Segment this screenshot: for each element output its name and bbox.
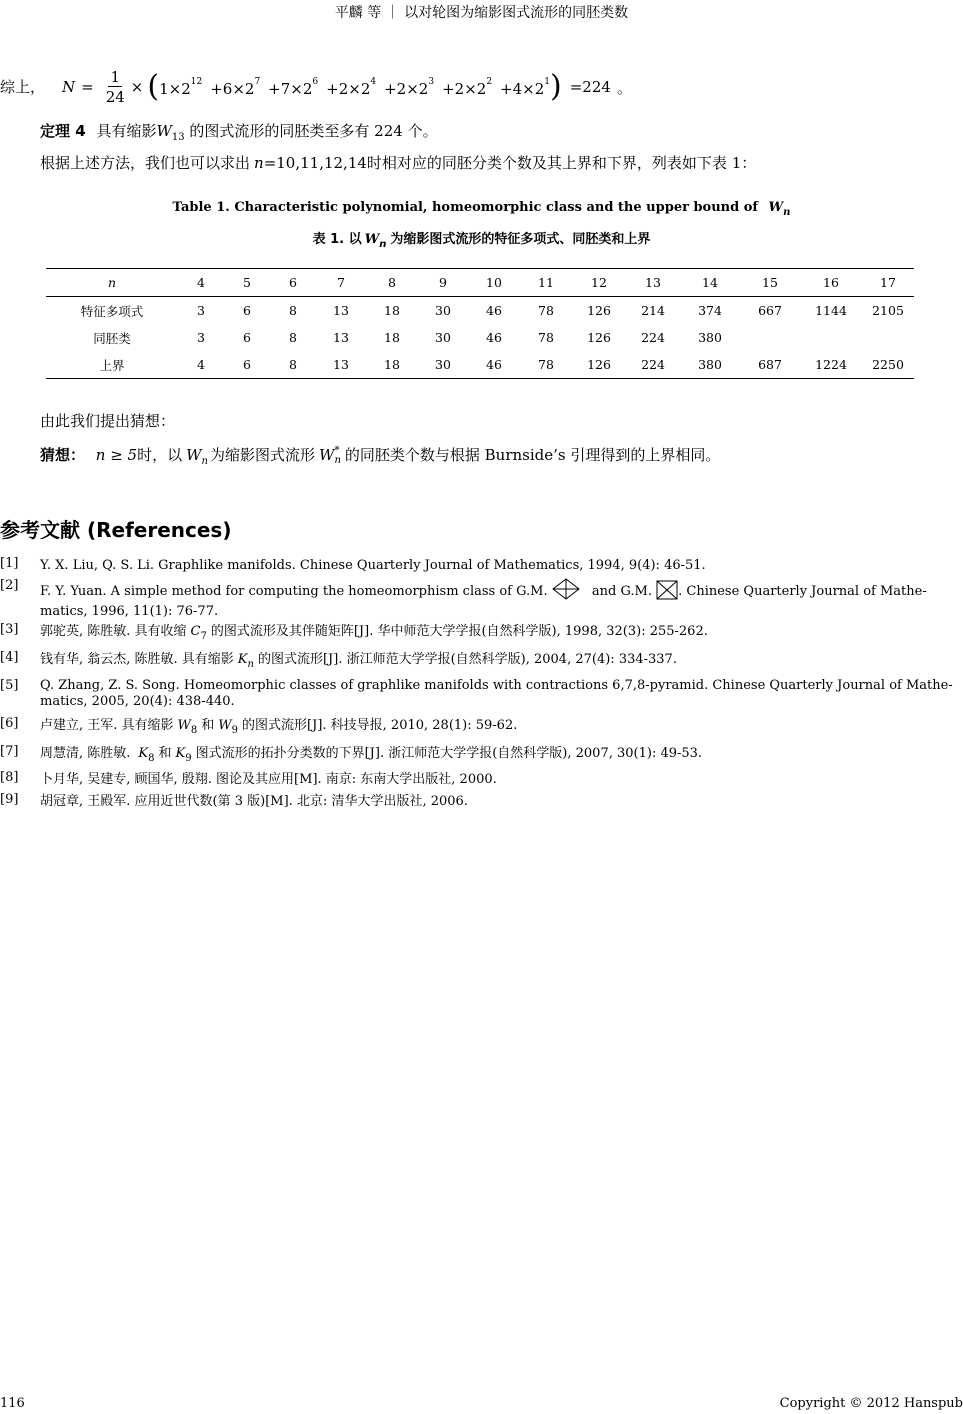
left-paren: ( xyxy=(147,69,160,104)
reference-number: [3] xyxy=(0,622,19,637)
data-table xyxy=(46,268,914,379)
reference-sub: n xyxy=(247,659,254,670)
table-header-cell: 11 xyxy=(520,269,572,297)
formula-term: $1\times 2^{12}$ xyxy=(159,76,203,98)
table-caption-zh xyxy=(0,228,963,250)
reference-text-a: 郭驼英, 陈胜敏. 具有收缩 xyxy=(40,624,187,639)
reference-C: C xyxy=(190,624,201,639)
table-cell: 18 xyxy=(366,351,418,379)
reference-number: [5] xyxy=(0,678,19,693)
caption-en-text: Table 1. Characteristic polynomial, homeomorphic class and the upper bound of xyxy=(172,200,759,215)
reference-text-d: matics, 1996, 11(1): 76-77. xyxy=(40,604,219,619)
table-row xyxy=(46,324,914,351)
table-cell: 4 xyxy=(178,351,224,379)
reference-sub: 9 xyxy=(231,725,239,736)
table-cell: 667 xyxy=(758,303,782,318)
copyright: Copyright © 2012 Hanspub xyxy=(779,1396,963,1411)
reference-text xyxy=(40,716,963,741)
caption-zh-post: 为缩影图式流形的特征多项式、同胚类和上界 xyxy=(390,232,651,247)
reference-number: [7] xyxy=(0,744,19,759)
reference-text-b: 的图式流形及其伴随矩阵[J]. 华中师范大学学报(自然科学版), 1998, 32(3): 255-262. xyxy=(210,624,708,639)
formula-expression xyxy=(62,62,632,112)
table-cell: 380 xyxy=(698,330,722,345)
reference-text xyxy=(40,622,963,647)
conjecture-label: 猜想： xyxy=(40,446,86,464)
table-header-cell: 16 xyxy=(800,269,862,297)
table-caption-en xyxy=(0,200,963,218)
theorem-text-post: 的图式流形的同胚类至多有 224 个。 xyxy=(189,122,438,140)
reference-number: [6] xyxy=(0,716,19,731)
table-header-cell: 7 xyxy=(316,269,366,297)
table-cell: 18 xyxy=(384,330,400,345)
table-cell: 1224 xyxy=(800,351,862,379)
table-header-cell: 9 xyxy=(418,269,468,297)
formula-times: × xyxy=(130,78,144,96)
reference-W: W xyxy=(218,718,232,733)
references-title-text: 参考文献 (References) xyxy=(0,518,232,542)
method-paragraph xyxy=(40,152,756,173)
table-cell: 380 xyxy=(680,351,740,379)
method-post: 时相对应的同胚分类个数及其上界和下界，列表如下表 1： xyxy=(366,154,757,172)
caption-en-sub: n xyxy=(783,207,791,218)
table-cell: 3 xyxy=(197,330,205,345)
table-cell: 18 xyxy=(384,303,400,318)
table-header-cell: 13 xyxy=(626,269,680,297)
table-cell: 126 xyxy=(587,303,611,318)
table-row xyxy=(46,351,914,379)
reference-text-a: F. Y. Yuan. A simple method for computing the homeomorphism class of G.M. xyxy=(40,584,548,599)
octahedron-graph-icon xyxy=(552,578,580,600)
reference-and: 和 xyxy=(201,718,215,733)
reference-text xyxy=(40,744,963,769)
references-title xyxy=(0,514,231,543)
formula-result: =224 xyxy=(569,78,611,96)
table-cell: 214 xyxy=(641,303,665,318)
conjecture-W-star: W xyxy=(319,446,335,464)
reference-W: W xyxy=(177,718,191,733)
reference-text xyxy=(40,650,963,675)
formula-term: $+2\times 2^2$ xyxy=(442,76,493,98)
reference-sub: 8 xyxy=(190,725,198,736)
table-header-cell: 4 xyxy=(178,269,224,297)
table-cell: 46 xyxy=(486,303,502,318)
reference-text-b: 图式流形的拓扑分类数的下界[J]. 浙江师范大学学报(自然科学版), 2007, 30(1): 49-53. xyxy=(195,746,703,761)
reference-text-a: 卢建立, 王军. 具有缩影 xyxy=(40,718,174,733)
table-cell: 6 xyxy=(224,351,270,379)
reference-number: [9] xyxy=(0,792,19,807)
page-number: 116 xyxy=(0,1396,25,1411)
formula-N: N xyxy=(62,78,76,96)
theorem-text-pre: 具有缩影 xyxy=(96,122,157,140)
reference-K: K xyxy=(138,746,149,761)
reference-sub: 8 xyxy=(148,753,155,764)
conjecture-text: 时，以 xyxy=(137,446,183,464)
reference-text-a: 钱有华, 翁云杰, 陈胜敏. 具有缩影 xyxy=(40,652,234,667)
table-cell: 13 xyxy=(316,351,366,379)
table-header-cell: 12 xyxy=(572,269,626,297)
formula-term: $+2\times 2^4$ xyxy=(326,76,377,98)
table-cell: 374 xyxy=(698,303,722,318)
table-cell: 特征多项式 xyxy=(80,303,144,319)
table-cell: 78 xyxy=(520,351,572,379)
formula-term: $+2\times 2^3$ xyxy=(384,76,435,98)
formula-term: $+4\times 2^1$ xyxy=(500,76,551,98)
reference-text xyxy=(40,678,963,710)
reference-text: 胡冠章, 王殿军. 应用近世代数(第 3 版)[M]. 北京: 清华大学出版社, 2006. xyxy=(40,794,468,809)
table-cell: 126 xyxy=(572,351,626,379)
table-cell: 30 xyxy=(435,303,451,318)
reference-text: Y. X. Liu, Q. S. Li. Graphlike manifolds. Chinese Quarterly Journal of Mathematics, 1994, 9(4): 46-51. xyxy=(40,558,706,573)
table-cell: 上界 xyxy=(46,351,178,379)
reference-and: 和 xyxy=(158,746,172,761)
table-cell: 687 xyxy=(740,351,800,379)
table-cell: 同胚类 xyxy=(93,330,131,346)
running-header: 平麟 等 ｜ 以对轮图为缩影图式流形的同胚类数 xyxy=(334,5,629,21)
conjecture-intro: 由此我们提出猜想： xyxy=(40,412,176,430)
formula-term: $+7\times 2^6$ xyxy=(268,76,319,98)
conjecture-text: 为缩影图式流形 xyxy=(210,446,316,464)
table-cell: 8 xyxy=(270,351,316,379)
reference-text-b: 的图式流形[J]. 科技导报, 2010, 28(1): 59-62. xyxy=(242,718,518,733)
table-cell: 126 xyxy=(587,330,611,345)
method-pre: 根据上述方法，我们也可以求出 xyxy=(40,154,251,172)
table-header-cell: 8 xyxy=(366,269,418,297)
table-cell: 8 xyxy=(289,303,297,318)
table-cell: 13 xyxy=(333,303,349,318)
reference-text-b: 的图式流形[J]. 浙江师范大学学报(自然科学版), 2004, 27(4): 334-337. xyxy=(257,652,677,667)
table-cell: 30 xyxy=(418,351,468,379)
table-cell: 78 xyxy=(538,330,554,345)
table-cell: 6 xyxy=(243,303,251,318)
reference-number: [1] xyxy=(0,556,19,571)
method-n: n xyxy=(254,154,264,172)
formula-label: 综上， xyxy=(0,78,46,96)
reference-text-b: and G.M. xyxy=(591,584,652,599)
table-cell xyxy=(862,324,914,351)
summary-formula xyxy=(0,62,963,112)
reference-text-b: matics, 2005, 20(4): 438-440. xyxy=(40,694,235,709)
table-header-cell: n xyxy=(46,269,178,297)
formula-end: 。 xyxy=(616,78,632,97)
table-cell xyxy=(800,324,862,351)
reference-text-a: 周慧清, 陈胜敏. xyxy=(40,746,131,761)
table-header-cell: 10 xyxy=(468,269,520,297)
reference-number: [2] xyxy=(0,578,19,593)
table-header-cell: 6 xyxy=(270,269,316,297)
table-cell: 224 xyxy=(641,330,665,345)
reference-number: [4] xyxy=(0,650,19,665)
caption-zh-sub: n xyxy=(379,239,387,250)
conjecture-text: 的同胚类个数与根据 Burnside’s 引理得到的上界相同。 xyxy=(344,446,721,464)
method-values: =10,11,12,14 xyxy=(263,154,367,172)
table-header-cell: 14 xyxy=(680,269,740,297)
conjecture-W: W xyxy=(186,446,202,464)
reference-K: K xyxy=(175,746,186,761)
table-header-cell: 5 xyxy=(224,269,270,297)
table-cell: 46 xyxy=(468,351,520,379)
formula-equals: = xyxy=(81,78,94,96)
table-cell: 2105 xyxy=(872,303,904,318)
table-cell: 8 xyxy=(289,330,297,345)
caption-en-W: W xyxy=(768,200,784,215)
conjecture-supsub xyxy=(334,446,340,466)
reference-sub: 9 xyxy=(185,753,192,764)
reference-K: K xyxy=(237,652,248,667)
table-cell: 224 xyxy=(626,351,680,379)
conjecture-sub: n xyxy=(334,455,341,466)
table-header-cell: 17 xyxy=(862,269,914,297)
reference-text: 卜月华, 吴建专, 顾国华, 殷翔. 图论及其应用[M]. 南京: 东南大学出版社, 2000. xyxy=(40,772,497,787)
fraction-numerator: 1 xyxy=(110,67,121,86)
table-cell: 78 xyxy=(538,303,554,318)
table-cell: 3 xyxy=(197,303,205,318)
fraction-denominator: 24 xyxy=(105,87,125,106)
square-cross-graph-icon xyxy=(656,580,678,600)
reference-number: [8] xyxy=(0,770,19,785)
table-cell: 6 xyxy=(243,330,251,345)
right-paren: ) xyxy=(550,69,562,104)
caption-zh-pre: 表 1. 以 xyxy=(312,232,362,247)
reference-text-a: Q. Zhang, Z. S. Song. Homeomorphic classes of graphlike manifolds with contractions 6,7,8-pyramid. Chinese Quarterly Journal of Mathe- xyxy=(40,678,953,693)
conjecture xyxy=(40,444,720,467)
table-cell: 1144 xyxy=(815,303,847,318)
conjecture-sup: * xyxy=(334,445,340,456)
theorem-W: W xyxy=(156,122,172,140)
table-cell xyxy=(740,324,800,351)
theorem-sub: 13 xyxy=(171,132,185,143)
conjecture-sub: n xyxy=(201,456,208,467)
reference-text-c: . Chinese Quarterly Journal of Mathe- xyxy=(678,584,927,599)
reference-text xyxy=(40,578,963,622)
formula-fraction xyxy=(106,68,125,107)
table-cell: 30 xyxy=(435,330,451,345)
theorem-4 xyxy=(40,120,438,143)
theorem-label: 定理 4 xyxy=(40,122,86,140)
reference-sub: 7 xyxy=(200,631,207,642)
table-cell: 13 xyxy=(333,330,349,345)
formula-term: $+6\times 2^7$ xyxy=(210,76,261,98)
table-cell: 2250 xyxy=(862,351,914,379)
table-row xyxy=(46,297,914,325)
table-header-cell: 15 xyxy=(740,269,800,297)
conjecture-condition: n ≥ 5 xyxy=(95,446,138,464)
table-header-row xyxy=(46,269,914,297)
table-cell: 46 xyxy=(486,330,502,345)
caption-zh-W: W xyxy=(364,232,380,247)
